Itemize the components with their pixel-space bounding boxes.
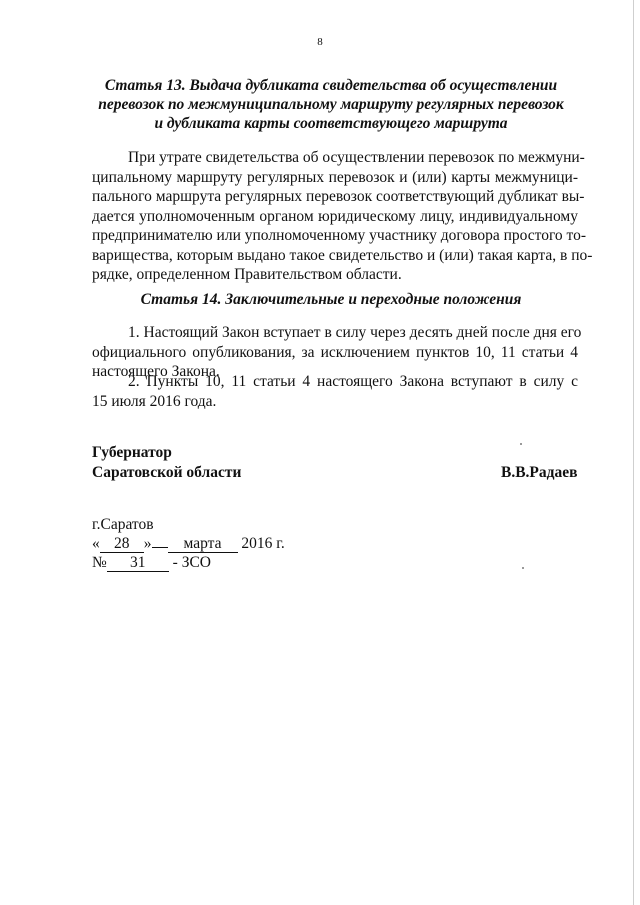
paragraph-line: официального опубликования, за исключением пунктов 10, 11 статьи 4 [92, 343, 578, 361]
paragraph-line: рядке, определенном Правительством области. [92, 266, 402, 283]
heading-line: перевозок по межмуниципальному маршруту регулярных перевозок [98, 96, 564, 113]
date-line [92, 534, 285, 553]
heading-line: и дубликата карты соответствующего маршрута [154, 115, 508, 132]
article-14-heading [96, 290, 566, 309]
scan-speck [520, 443, 522, 445]
paragraph-line: пального маршрута регулярных перевозок соответствующий дубликат вы- [92, 188, 585, 205]
signatory-title-line-1: Губернатор [92, 444, 172, 461]
paragraph-line: 15 июля 2016 года. [92, 392, 217, 410]
date-gap [152, 547, 168, 548]
city: г.Саратов [92, 516, 154, 533]
article-13-body [92, 148, 593, 285]
law-number-suffix: - ЗСО [172, 554, 212, 571]
article-13-heading [96, 76, 566, 133]
date-day: 28 [100, 536, 144, 553]
paragraph-line: настоящего Закона. [92, 363, 220, 380]
law-number: 31 [107, 555, 169, 572]
paragraph-line: варищества, которым выдано такое свидетельство и (или) такая карта, в по- [92, 246, 593, 264]
place-date-block [92, 515, 285, 572]
scan-edge-line [633, 0, 634, 905]
paragraph-line: дается уполномоченным органом юридическому лицу, индивидуальному [92, 207, 578, 225]
date-month: марта [168, 536, 238, 553]
close-quote: » [143, 535, 152, 552]
signatory-title-line-2: Саратовской области [92, 464, 242, 481]
law-number-line [92, 553, 285, 572]
date-year: 2016 г. [241, 535, 285, 552]
number-sign: № [92, 554, 107, 571]
heading-line: Статья 13. Выдача дубликата свидетельства об осуществлении [104, 77, 558, 94]
paragraph-line: При утрате свидетельства об осуществлении перевозок по межмуни- [128, 149, 585, 166]
signatory-name: В.В.Радаев [501, 464, 578, 481]
paragraph-line: ципальному маршруту регулярных перевозок и (или) карты межмуници- [92, 168, 578, 186]
paragraph-line: предпринимателю или уполномоченному участнику договора простого то- [92, 227, 587, 244]
heading-line: Статья 14. Заключительные и переходные положения [140, 291, 522, 308]
open-quote: « [92, 535, 100, 552]
page-number: 8 [317, 36, 323, 48]
article-14-item-2 [92, 372, 578, 411]
paragraph-line: 2. Пункты 10, 11 статьи 4 настоящего Закона вступают в силу с [128, 373, 578, 390]
signatory-title [92, 443, 241, 483]
scan-speck [522, 567, 524, 569]
paragraph-line: 1. Настоящий Закон вступает в силу через десять дней после дня его [128, 324, 582, 341]
